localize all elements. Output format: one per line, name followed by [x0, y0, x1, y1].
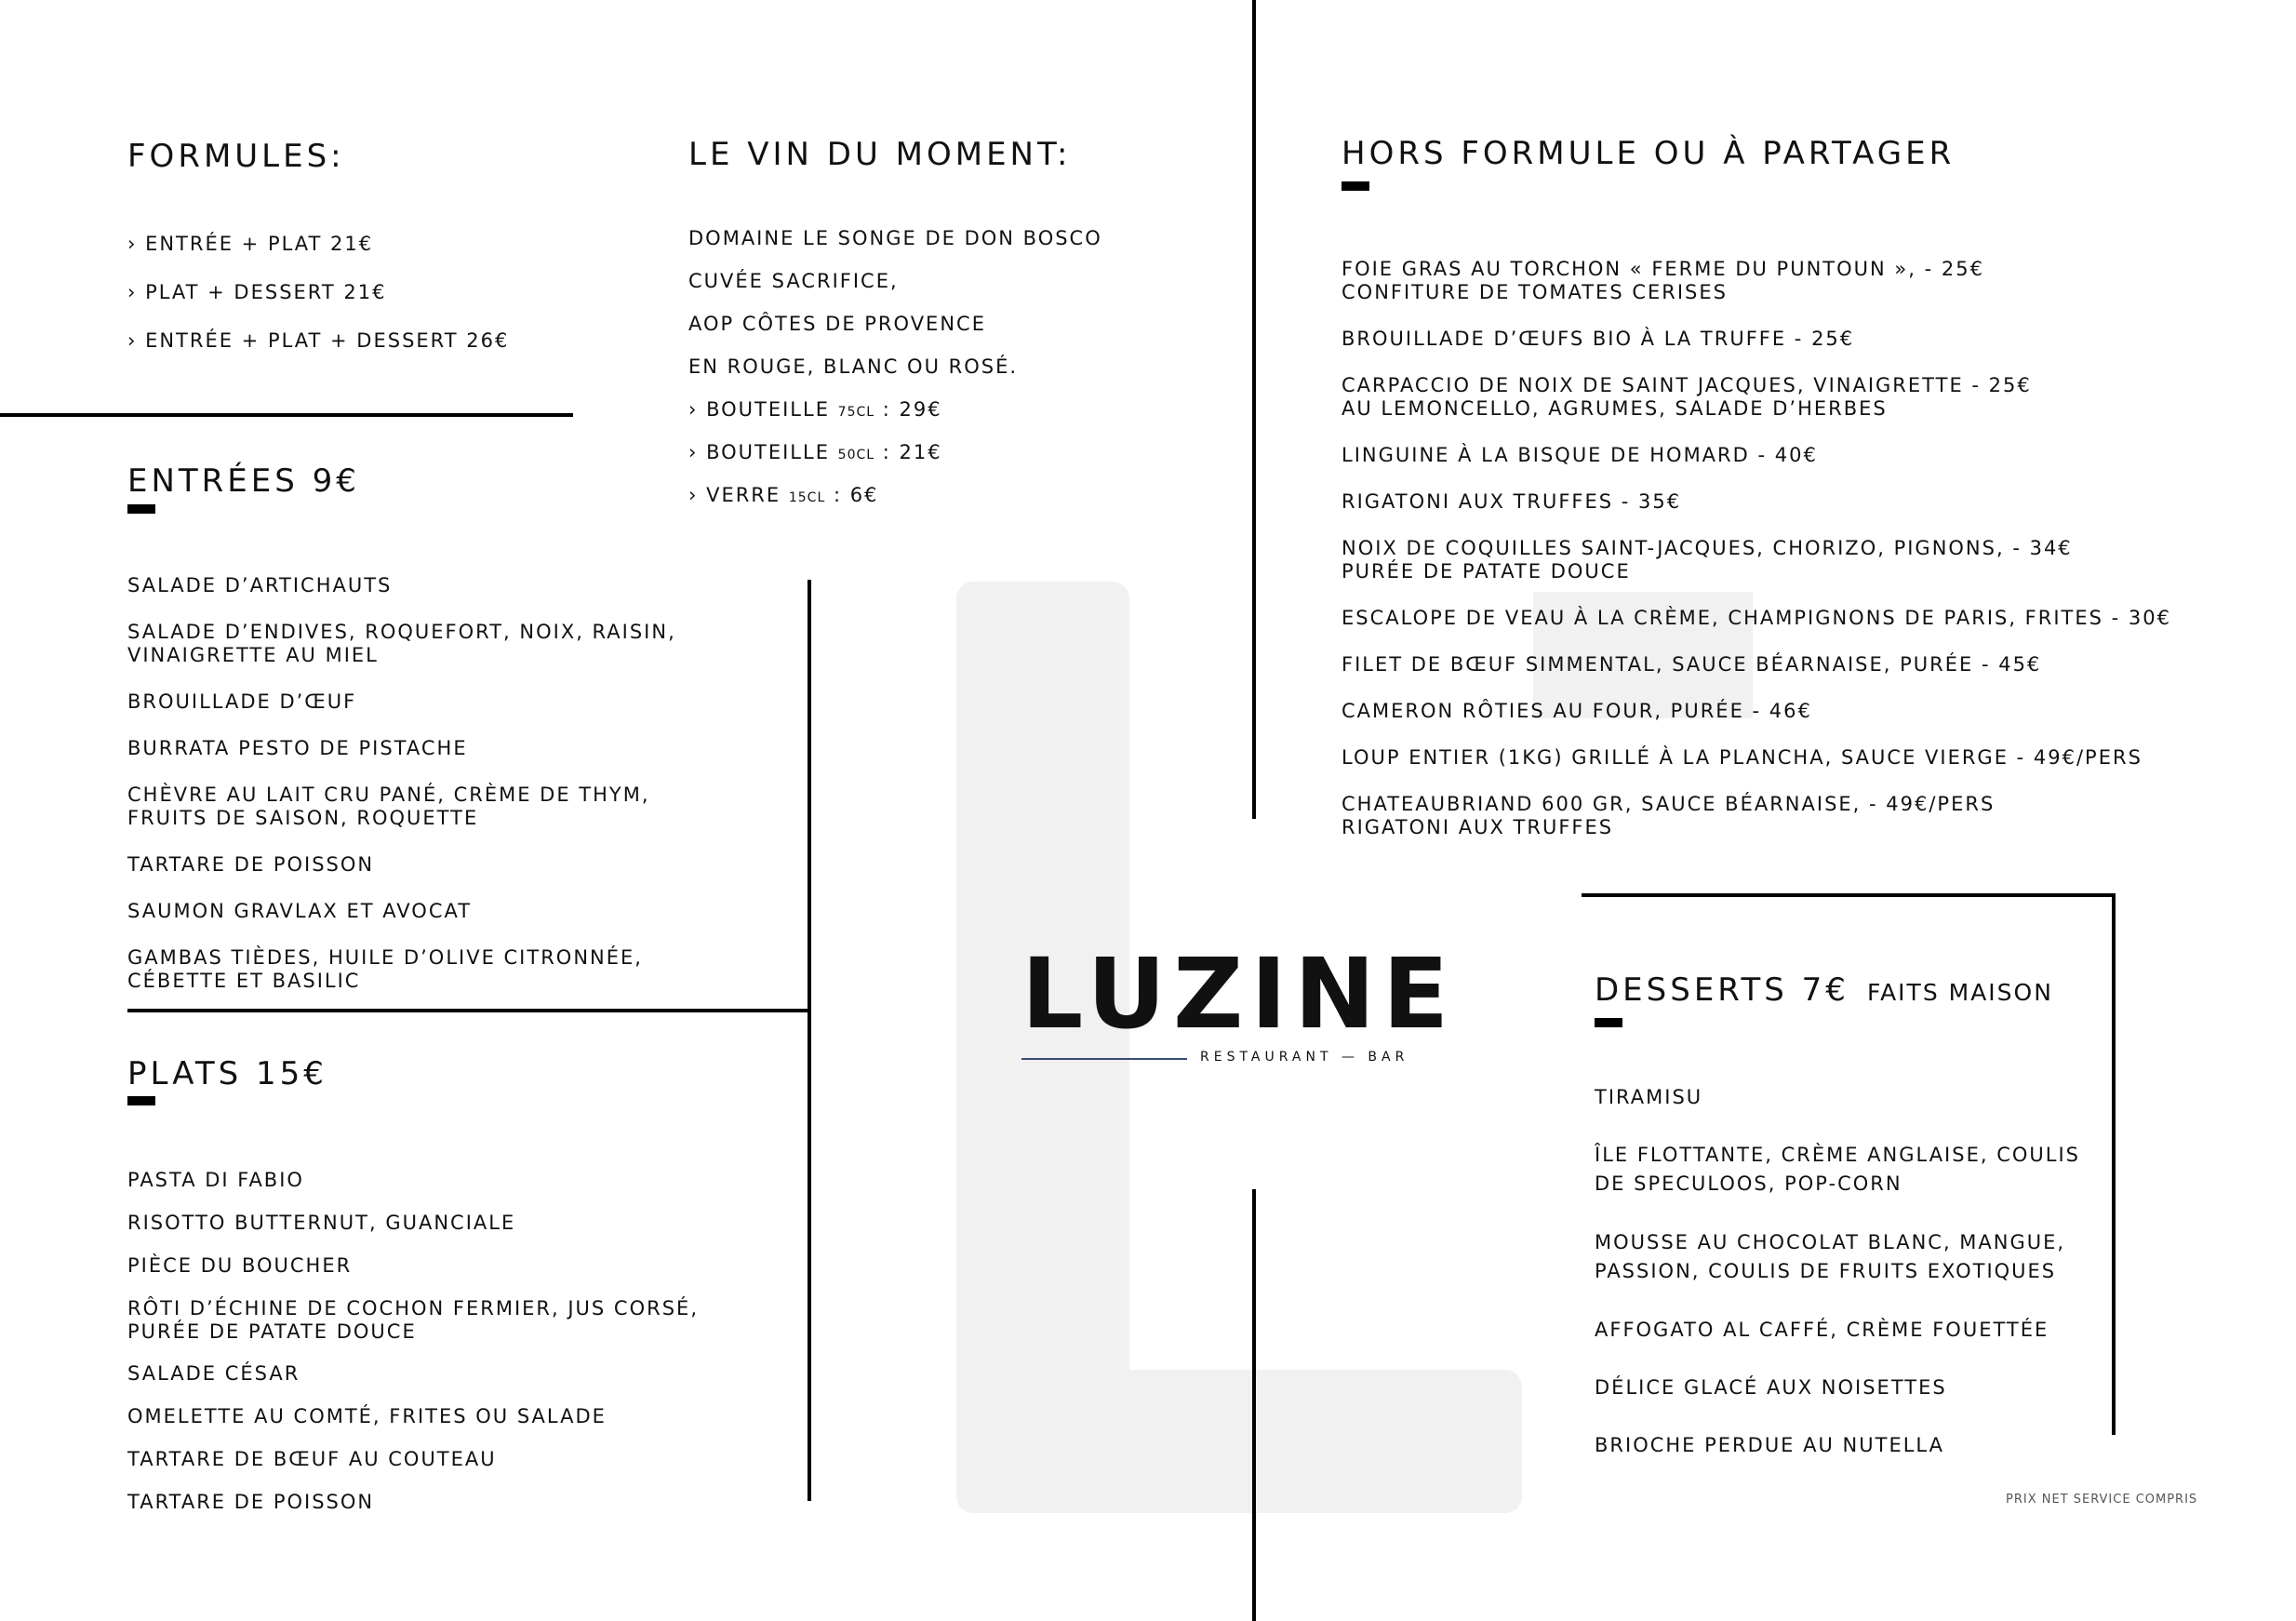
divider-vertical-bottom	[1252, 1189, 1256, 1621]
menu-item	[1342, 700, 1812, 723]
menu-item-line: FOIE GRAS AU TORCHON « FERME DU PUNTOUN », - 25€	[1342, 258, 1984, 280]
vin-line: DOMAINE LE SONGE DE DON BOSCO	[688, 227, 1102, 249]
vin-line: AOP CÔTES DE PROVENCE	[688, 313, 986, 335]
vin-line: CUVÉE SACRIFICE,	[688, 270, 899, 292]
divider-desserts-right	[2112, 893, 2116, 1435]
menu-item-line: MOUSSE AU CHOCOLAT BLANC, MANGUE,	[1595, 1231, 2066, 1253]
menu-item-line: BRIOCHE PERDUE AU NUTELLA	[1595, 1434, 1944, 1456]
brand-subtitle: RESTAURANT — BAR	[1200, 1050, 1409, 1065]
brand-subtitle-row	[1021, 1050, 1409, 1068]
menu-item-line: AU LEMONCELLO, AGRUMES, SALADE D’HERBES	[1342, 397, 1888, 420]
menu-item	[127, 853, 374, 877]
menu-item-line: TARTARE DE POISSON	[127, 1491, 375, 1513]
plats-title: PLATS 15€	[127, 1055, 327, 1092]
menu-item	[1342, 653, 2041, 677]
menu-item	[1342, 746, 2142, 770]
menu-item-line: DE SPECULOOS, POP-CORN	[1595, 1172, 1902, 1195]
menu-item	[1342, 793, 1995, 839]
menu-item-line: TIRAMISU	[1595, 1086, 1703, 1108]
menu-item	[1342, 374, 2032, 421]
menu-item-line: CAMERON RÔTIES AU FOUR, PURÉE - 46€	[1342, 700, 1812, 722]
vin-format-price: : 21€	[882, 441, 942, 463]
menu-item-line: PURÉE DE PATATE DOUCE	[127, 1320, 417, 1343]
footer-note: PRIX NET SERVICE COMPRIS	[2006, 1493, 2198, 1507]
menu-item	[127, 1362, 300, 1386]
menu-item-line: TARTARE DE POISSON	[127, 853, 375, 876]
menu-item-line: RISOTTO BUTTERNUT, GUANCIALE	[127, 1212, 516, 1234]
menu-item-line: ÎLE FLOTTANTE, CRÈME ANGLAISE, COULIS	[1595, 1144, 2080, 1166]
menu-item-line: PASTA DI FABIO	[127, 1169, 304, 1191]
menu-item-line: RIGATONI AUX TRUFFES	[1342, 816, 1614, 838]
section-dash	[127, 504, 155, 514]
hors-formule-title: HORS FORMULE OU À PARTAGER	[1342, 135, 1956, 172]
menu-item	[1342, 607, 2171, 630]
menu-item	[127, 621, 676, 667]
menu-item	[127, 690, 356, 714]
entrees-title: ENTRÉES 9€	[127, 462, 360, 500]
menu-item	[1342, 537, 2073, 583]
menu-item-line: FRUITS DE SAISON, ROQUETTE	[127, 807, 479, 829]
menu-item-line: RÔTI D’ÉCHINE DE COCHON FERMIER, JUS CORSÉ,	[127, 1297, 699, 1320]
menu-item	[1342, 258, 1984, 304]
menu-item-line: SALADE CÉSAR	[127, 1362, 300, 1385]
plats-section	[127, 1055, 699, 1513]
menu-item-line: PIÈCE DU BOUCHER	[127, 1254, 353, 1277]
menu-item	[1595, 1228, 2065, 1286]
divider-desserts-top	[1582, 893, 2116, 897]
menu-item-line: CARPACCIO DE NOIX DE SAINT JACQUES, VINAIGRETTE - 25€	[1342, 374, 2032, 396]
menu-item	[127, 737, 468, 760]
vin-format-size: 15CL	[788, 490, 826, 505]
menu-item-line: GAMBAS TIÈDES, HUILE D’OLIVE CITRONNÉE,	[127, 946, 643, 969]
vin-title: LE VIN DU MOMENT:	[688, 136, 1072, 173]
menu-item	[127, 1448, 497, 1471]
menu-item	[127, 946, 643, 993]
divider-vertical-top	[1252, 0, 1256, 819]
menu-item	[127, 1254, 352, 1278]
menu-item	[1342, 328, 1854, 351]
vin-format	[688, 398, 942, 424]
menu-item	[1595, 1431, 1944, 1460]
menu-item	[127, 1169, 304, 1192]
menu-item-line: PURÉE DE PATATE DOUCE	[1342, 560, 1631, 583]
menu-item	[1342, 490, 1681, 514]
menu-item	[127, 1212, 515, 1235]
menu-item	[127, 574, 392, 597]
menu-item-line: SAUMON GRAVLAX ET AVOCAT	[127, 900, 473, 922]
vin-format-price: : 29€	[882, 398, 942, 421]
menu-item-line: BROUILLADE D’ŒUF	[127, 690, 357, 713]
menu-item	[1595, 1373, 1947, 1402]
vin-format-prefix: › BOUTEILLE	[688, 398, 830, 421]
menu-item-line: VINAIGRETTE AU MIEL	[127, 644, 379, 666]
vin-format	[688, 484, 878, 510]
menu-item-line: BROUILLADE D’ŒUFS BIO À LA TRUFFE - 25€	[1342, 328, 1855, 350]
divider-entrees-vertical	[808, 580, 811, 1501]
menu-item	[127, 1491, 374, 1514]
desserts-section	[1595, 971, 2080, 1456]
menu-item	[127, 1297, 699, 1344]
vin-format-price: : 6€	[833, 484, 879, 506]
menu-item	[1595, 1141, 2080, 1199]
divider-entrees-horizontal	[127, 1009, 810, 1012]
menu-item-line: CÉBETTE ET BASILIC	[127, 970, 361, 992]
menu-item	[127, 900, 472, 923]
menu-item-line: SALADE D’ENDIVES, ROQUEFORT, NOIX, RAISIN,	[127, 621, 676, 643]
menu-item-line: CHATEAUBRIAND 600 GR, SAUCE BÉARNAISE, - 49€/PERS	[1342, 793, 1996, 815]
vin-format-prefix: › VERRE	[688, 484, 781, 506]
menu-item-line: TARTARE DE BŒUF AU COUTEAU	[127, 1448, 497, 1470]
formule-item: › ENTRÉE + PLAT 21€	[127, 233, 374, 255]
menu-item-line: CONFITURE DE TOMATES CERISES	[1342, 281, 1728, 303]
menu-item-line: BURRATA PESTO DE PISTACHE	[127, 737, 468, 759]
menu-item-line: ESCALOPE DE VEAU À LA CRÈME, CHAMPIGNONS DE PARIS, FRITES - 30€	[1342, 607, 2171, 629]
vin-format-size: 50CL	[837, 448, 875, 462]
menu-item-line: LINGUINE À LA BISQUE DE HOMARD - 40€	[1342, 444, 1818, 466]
menu-item	[127, 1405, 607, 1428]
formule-item: › ENTRÉE + PLAT + DESSERT 26€	[127, 329, 510, 352]
menu-item-line: OMELETTE AU COMTÉ, FRITES OU SALADE	[127, 1405, 607, 1427]
vin-section	[688, 136, 1102, 506]
menu-item-line: AFFOGATO AL CAFFÉ, CRÈME FOUETTÉE	[1595, 1319, 2049, 1341]
formule-item: › PLAT + DESSERT 21€	[127, 281, 387, 303]
menu-item-line: SALADE D’ARTICHAUTS	[127, 574, 393, 596]
desserts-subtitle: FAITS MAISON	[1866, 979, 2053, 1006]
menu-item-line: CHÈVRE AU LAIT CRU PANÉ, CRÈME DE THYM,	[127, 784, 650, 806]
vin-line: EN ROUGE, BLANC OU ROSÉ.	[688, 355, 1019, 378]
menu-item-line: PASSION, COULIS DE FRUITS EXOTIQUES	[1595, 1260, 2057, 1282]
formules-title: FORMULES:	[127, 138, 345, 175]
menu-item-line: LOUP ENTIER (1KG) GRILLÉ À LA PLANCHA, SAUCE VIERGE - 49€/PERS	[1342, 746, 2142, 769]
menu-item	[1595, 1316, 2049, 1345]
section-dash	[1342, 181, 1369, 191]
section-dash	[127, 1096, 155, 1105]
brand-logo	[1021, 937, 1457, 1065]
brand-rule-left	[1021, 1058, 1187, 1060]
menu-item	[127, 784, 650, 830]
menu-item-line: FILET DE BŒUF SIMMENTAL, SAUCE BÉARNAISE, PURÉE - 45€	[1342, 653, 2042, 676]
desserts-title: DESSERTS 7€	[1595, 971, 1849, 1009]
menu-item	[1342, 444, 1818, 467]
vin-format-size: 75CL	[837, 405, 875, 420]
menu-item	[1595, 1083, 1702, 1112]
vin-format-prefix: › BOUTEILLE	[688, 441, 830, 463]
divider-formules	[0, 413, 573, 417]
watermark-l-horizontal	[956, 1370, 1522, 1513]
section-dash	[1595, 1018, 1622, 1027]
entrees-section	[127, 462, 676, 992]
menu-item-line: DÉLICE GLACÉ AUX NOISETTES	[1595, 1376, 1947, 1399]
formules-section	[127, 138, 510, 352]
vin-format	[688, 441, 942, 467]
menu-item-line: NOIX DE COQUILLES SAINT-JACQUES, CHORIZO, PIGNONS, - 34€	[1342, 537, 2073, 559]
brand-name: LUZINE	[1021, 937, 1457, 1051]
hors-formule-section	[1342, 135, 2171, 838]
menu-item-line: RIGATONI AUX TRUFFES - 35€	[1342, 490, 1682, 513]
